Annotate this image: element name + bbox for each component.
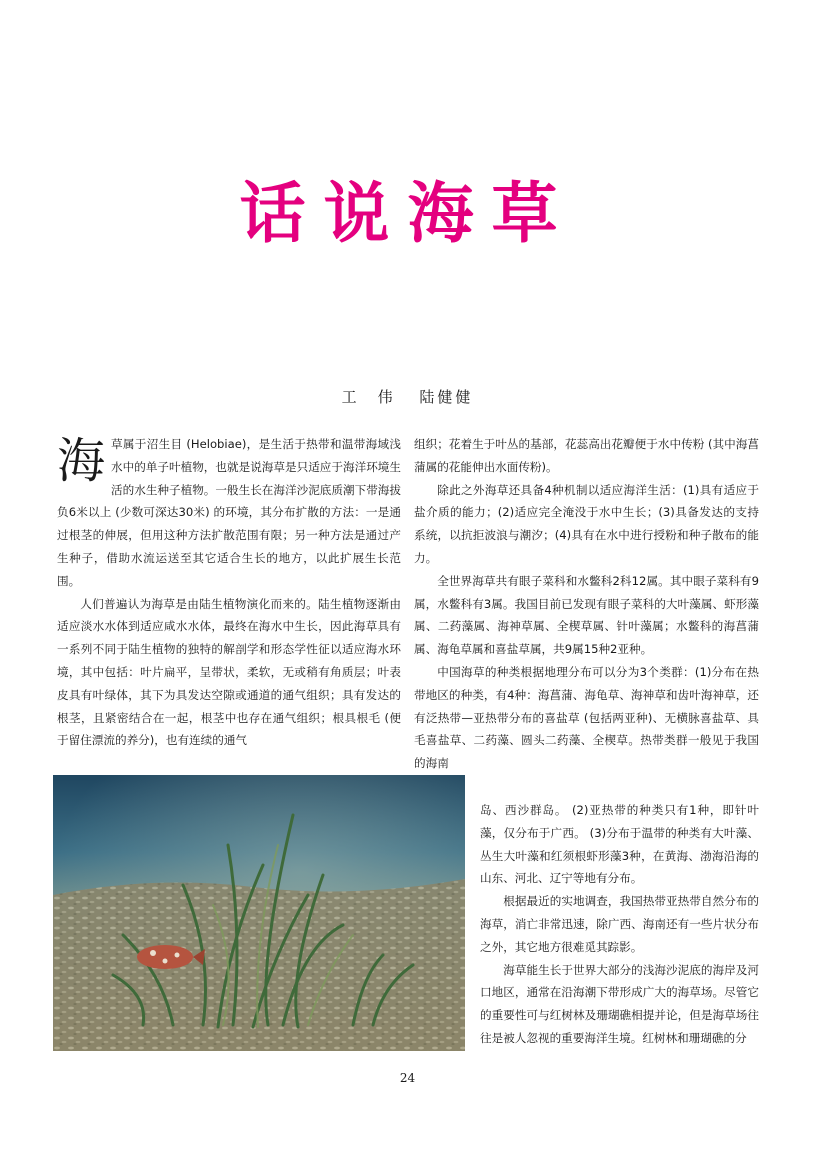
paragraph: 岛、西沙群岛。 (2)亚热带的种类只有1种，即针叶藻，仅分布于广西。 (3)分布于温带的种类有大叶藻、丛生大叶藻和红须根虾形藻3种，在黄海、渤海沿海的山东、河北、辽宁等地有分布。	[480, 803, 759, 886]
paragraph: 除此之外海草还具备4种机制以适应海洋生活：(1)具有适应于盐介质的能力；(2)适应完全淹没于水中生长；(3)具备发达的支持系统，以抗拒波浪与潮汐；(4)具有在水中进行授粉和种子散布的能力。	[414, 482, 759, 565]
seagrass-photo-illustration	[53, 775, 465, 1051]
right-narrow-column	[480, 799, 759, 1050]
author-line	[0, 386, 815, 407]
paragraph: 全世界海草共有眼子菜科和水鳖科2科12属。其中眼子菜科有9属，水鳖科有3属。我国目前已发现有眼子菜科的大叶藻属、虾形藻属、二药藻属、海神草属、全楔草属、针叶藻属；水鳖科的海菖蒲属、海龟草属和喜盐草属，共9属15种2亚种。	[414, 573, 759, 657]
paragraph-text: 草属于沼生目 (Helobiae)，是生活于热带和温带海域浅水中的单子叶植物，也就是说海草是只适应于海洋环境生活的水生种子植物。一般生长在海洋沙泥底质潮下带海拔负6米以上 (少数可深达30米) 的环境，其分布扩散的方法：一是通过根茎的伸展，但用这种方法扩散范围有限；另一种方法是通过产生种子，借助水流运送至其它适合生长的地方，以此扩展生长范围。	[57, 437, 401, 588]
author-name: 陆健健	[419, 388, 474, 406]
right-column	[414, 433, 759, 775]
author-name: 工 伟	[341, 388, 396, 406]
paragraph: 人们普遍认为海草是由陆生植物演化而来的。陆生植物逐渐由适应淡水水体到适应咸水水体，最终在海水中生长，因此海草具有一系列不同于陆生植物的独特的解剖学和形态学性征以适应海水环境，其中包括：叶片扁平，呈带状，柔软，无或稍有角质层；叶表皮具有叶绿体，其下为具发达空隙或通道的通气组织；具有发达的根茎，且紧密结合在一起，根茎中也存在通气组织；根具根毛 (便于留住漂流的养分)，也有连续的通气	[57, 596, 401, 748]
page-number: 24	[399, 1071, 416, 1085]
paragraph: 组织；花着生于叶丛的基部，花蕊高出花瓣便于水中传粉 (其中海菖蒲属的花能伸出水面传粉)。	[414, 437, 759, 474]
left-column	[57, 433, 401, 752]
drop-cap: 海	[57, 433, 106, 489]
paragraph: 中国海草的种类根据地理分布可以分为3个类群：(1)分布在热带地区的种类，有4种：海菖蒲、海龟草、海神草和齿叶海神草，还有泛热带—亚热带分布的喜盐草 (包括两亚种)、无横脉喜盐草、具毛喜盐草、二药藻、圆头二药藻、全楔草。热带类群一般见于我国的海南	[414, 664, 759, 771]
article-title: 话说海草	[239, 174, 576, 252]
seagrass-underwater-photo	[53, 775, 465, 1051]
paragraph: 海草能生长于世界大部分的浅海沙泥底的海岸及河口地区，通常在沿海潮下带形成广大的海草场。尽管它的重要性可与红树林及珊瑚礁相提并论，但是海草场往往是被人忽视的重要海洋生境。红树林和珊瑚礁的分	[480, 962, 759, 1045]
paragraph	[57, 433, 401, 593]
paragraph: 根据最近的实地调查，我国热带亚热带自然分布的海草，消亡非常迅速，除广西、海南还有一些片状分布之外，其它地方很难觅其踪影。	[480, 894, 759, 954]
